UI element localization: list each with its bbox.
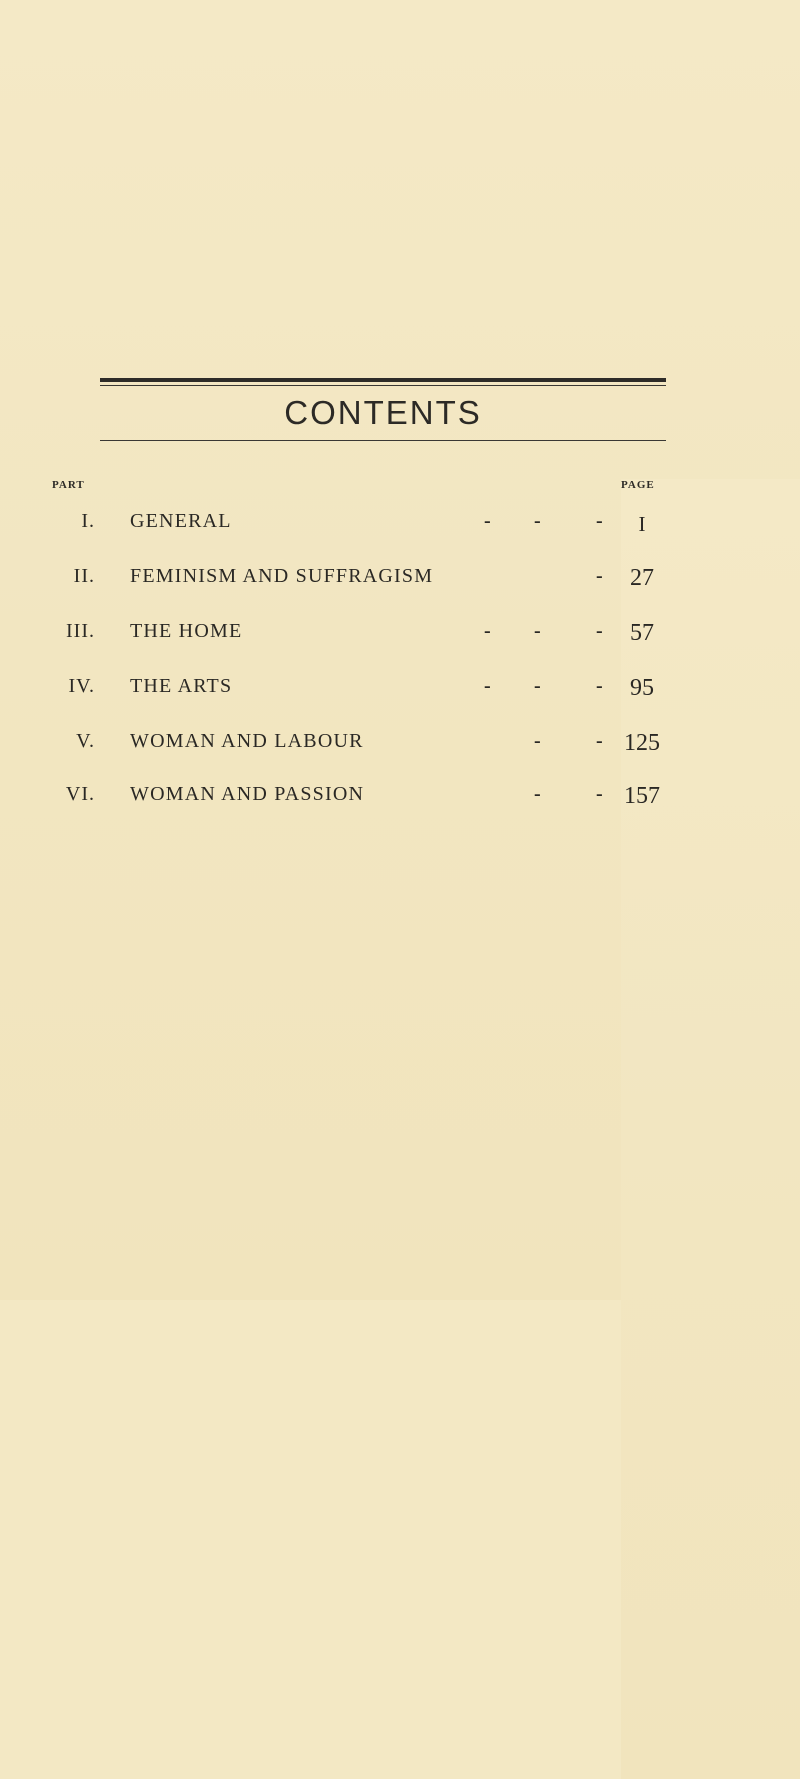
leader-dash: - <box>534 730 541 752</box>
page-number: I <box>638 512 646 536</box>
toc-entry <box>0 565 800 599</box>
leader-dash: - <box>596 730 603 752</box>
leader-dash: - <box>534 783 541 805</box>
chapter-title: GENERAL <box>130 510 232 532</box>
leader-dash: - <box>596 510 603 532</box>
leader-dash: - <box>484 510 491 532</box>
top-thick-rule <box>100 378 666 382</box>
page-number: 27 <box>630 565 654 591</box>
leader-dash: - <box>534 620 541 642</box>
top-thin-rule <box>100 385 666 386</box>
leader-dash: - <box>534 675 541 697</box>
chapter-title: WOMAN AND LABOUR <box>130 730 364 752</box>
leader-dash: - <box>596 675 603 697</box>
part-column-header: PART <box>52 479 85 491</box>
leader-dash: - <box>484 675 491 697</box>
part-numeral: III. <box>66 620 95 642</box>
leader-dash: - <box>596 565 603 587</box>
chapter-title: THE HOME <box>130 620 243 642</box>
part-numeral: IV. <box>68 675 95 697</box>
leader-dash: - <box>534 510 541 532</box>
leader-dash: - <box>596 783 603 805</box>
part-numeral: I. <box>81 510 95 532</box>
chapter-title: THE ARTS <box>130 675 233 697</box>
contents-title: CONTENTS <box>284 394 482 431</box>
page-number: 57 <box>630 620 654 646</box>
page-column-header: PAGE <box>621 479 800 1779</box>
leader-dash: - <box>484 620 491 642</box>
page-number: 125 <box>624 730 660 756</box>
page-number: 95 <box>630 675 654 701</box>
bottom-rule <box>100 440 666 441</box>
page-number: 157 <box>624 783 660 809</box>
chapter-title: WOMAN AND PASSION <box>130 783 365 805</box>
toc-entry <box>0 783 800 817</box>
toc-entry <box>0 730 800 764</box>
leader-dash: - <box>596 620 603 642</box>
part-numeral: VI. <box>65 783 95 805</box>
toc-entry <box>0 675 800 709</box>
part-numeral: V. <box>76 730 95 752</box>
chapter-title: FEMINISM AND SUFFRAGISM <box>130 565 434 587</box>
part-numeral: II. <box>73 565 95 587</box>
toc-entry <box>0 510 800 544</box>
toc-entry <box>0 620 800 654</box>
